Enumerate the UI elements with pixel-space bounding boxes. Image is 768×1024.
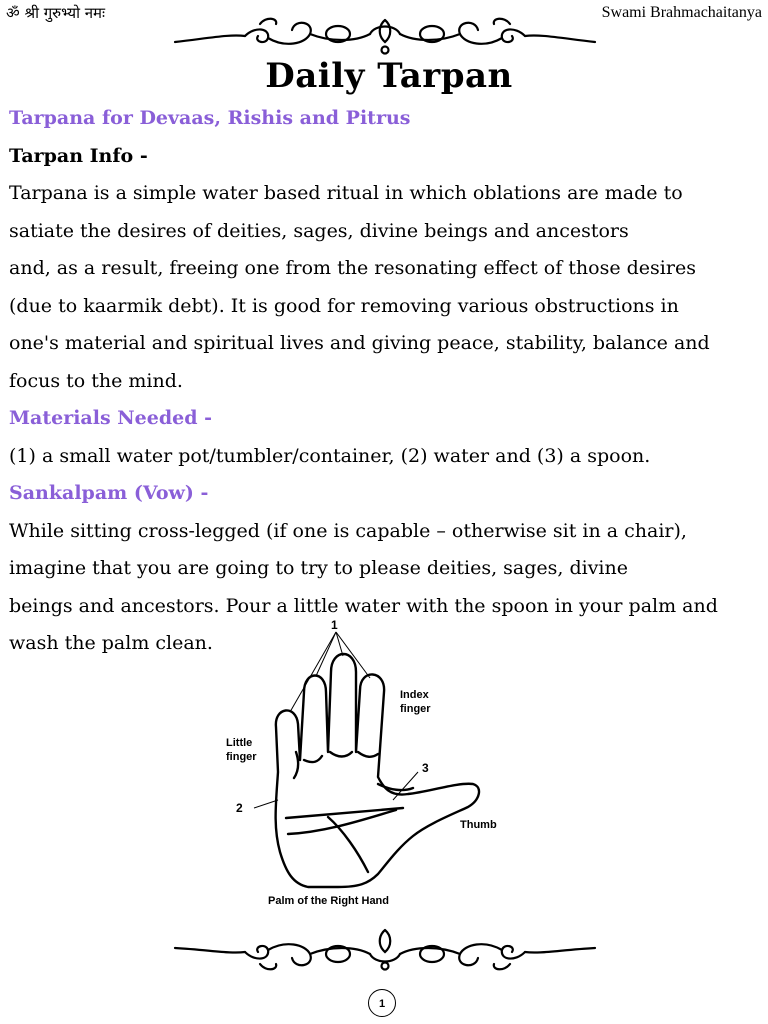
tarpan-info-heading: Tarpan Info -: [9, 144, 148, 167]
header-author: Swami Brahmachaitanya: [601, 4, 762, 21]
thumb-label: Thumb: [460, 819, 497, 831]
sankalpam-line: wash the palm clean.: [9, 632, 213, 654]
top-flourish-ornament: [170, 12, 600, 62]
label-3: 3: [422, 761, 429, 775]
document-body: [9, 100, 768, 663]
sankalpam-heading: Sankalpam (Vow) -: [9, 482, 209, 504]
index-finger-label: Index: [400, 689, 429, 701]
subtitle: Tarpana for Devaas, Rishis and Pitrus: [9, 107, 411, 129]
little-finger-label: Little: [226, 737, 253, 749]
index-finger-label: finger: [400, 703, 431, 715]
sankalpam-line: imagine that you are going to try to please deities, sages, divine: [9, 557, 628, 579]
header-invocation: ॐ श्री गुरुभ्यो नमः: [6, 4, 106, 22]
palm-diagram: [218, 612, 518, 912]
info-line: satiate the desires of deities, sages, divine beings and ancestors: [9, 219, 629, 242]
sankalpam-line: beings and ancestors. Pour a little water with the spoon in your palm and: [9, 594, 718, 617]
info-line: one's material and spiritual lives and giving peace, stability, balance and: [9, 332, 710, 354]
info-line: Tarpana is a simple water based ritual in which oblations are made to: [9, 182, 683, 204]
figure-caption: Palm of the Right Hand: [268, 895, 389, 907]
info-line: (due to kaarmik debt). It is good for removing various obstructions in: [9, 294, 679, 317]
page-number: 1: [368, 989, 396, 1017]
materials-heading: Materials Needed -: [9, 407, 212, 429]
materials-text: (1) a small water pot/tumbler/container, (2) water and (3) a spoon.: [9, 444, 651, 467]
bottom-flourish-ornament: [170, 926, 600, 976]
little-finger-label: finger: [226, 751, 257, 763]
page-title: Daily Tarpan: [265, 56, 513, 96]
label-1: 1: [331, 618, 338, 632]
hand-outline: [276, 654, 479, 887]
info-line: and, as a result, freeing one from the resonating effect of those desires: [9, 257, 696, 279]
info-line: focus to the mind.: [9, 369, 183, 392]
label-2: 2: [236, 801, 243, 815]
sankalpam-line: While sitting cross-legged (if one is capable – otherwise sit in a chair),: [9, 519, 687, 542]
